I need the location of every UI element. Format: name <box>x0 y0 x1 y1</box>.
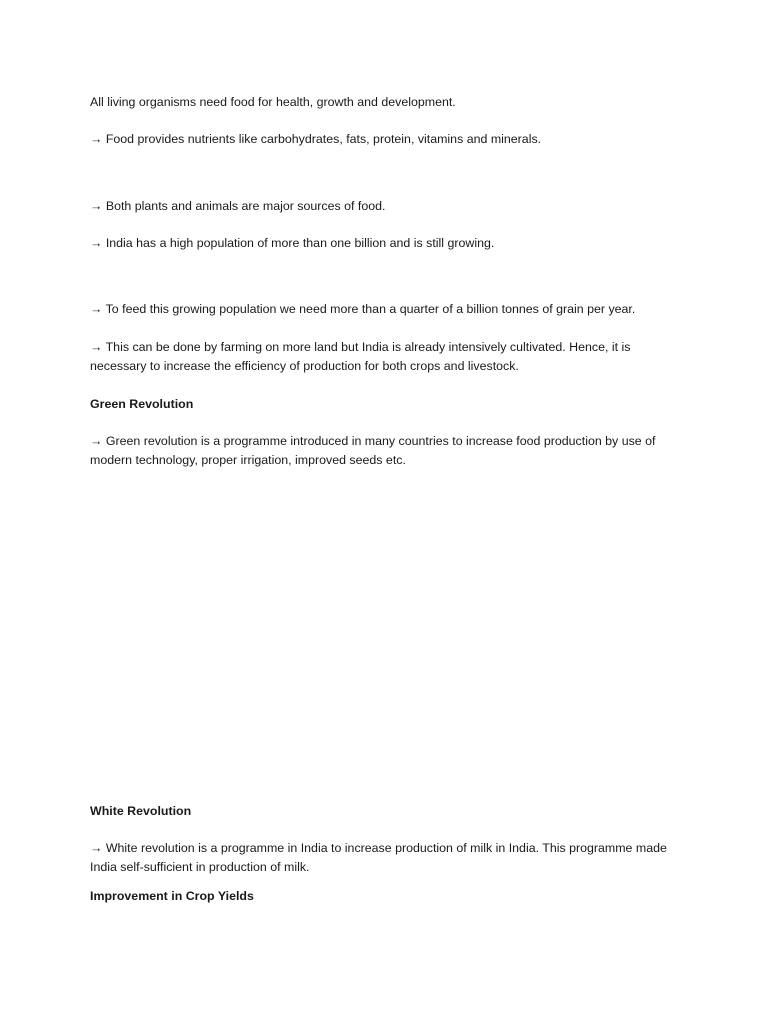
grain-requirement-paragraph: → To feed this growing population we need more than a quarter of a billion tonnes of grain per year. <box>90 302 636 316</box>
efficiency-paragraph: → This can be done by farming on more land but India is already intensively cultivated. Hence, it is necessary to increase the efficiency of production for both crops and livestock. <box>90 340 631 373</box>
nutrients-paragraph: → Food provides nutrients like carbohydrates, fats, protein, vitamins and minerals. <box>90 132 542 146</box>
population-paragraph: → India has a high population of more than one billion and is still growing. <box>90 236 495 250</box>
green-revolution-heading: Green Revolution <box>90 397 194 411</box>
green-revolution-paragraph: → Green revolution is a programme introduced in many countries to increase food production by use of modern technology, proper irrigation, improved seeds etc. <box>90 434 656 467</box>
white-revolution-paragraph: → White revolution is a programme in India to increase production of milk in India. This programme made India self-sufficient in production of milk. <box>90 841 667 874</box>
crop-yields-heading: Improvement in Crop Yields <box>90 889 254 903</box>
intro-paragraph: All living organisms need food for health, growth and development. <box>90 95 456 109</box>
food-sources-paragraph: → Both plants and animals are major sources of food. <box>90 199 386 213</box>
white-revolution-heading: White Revolution <box>90 804 192 818</box>
